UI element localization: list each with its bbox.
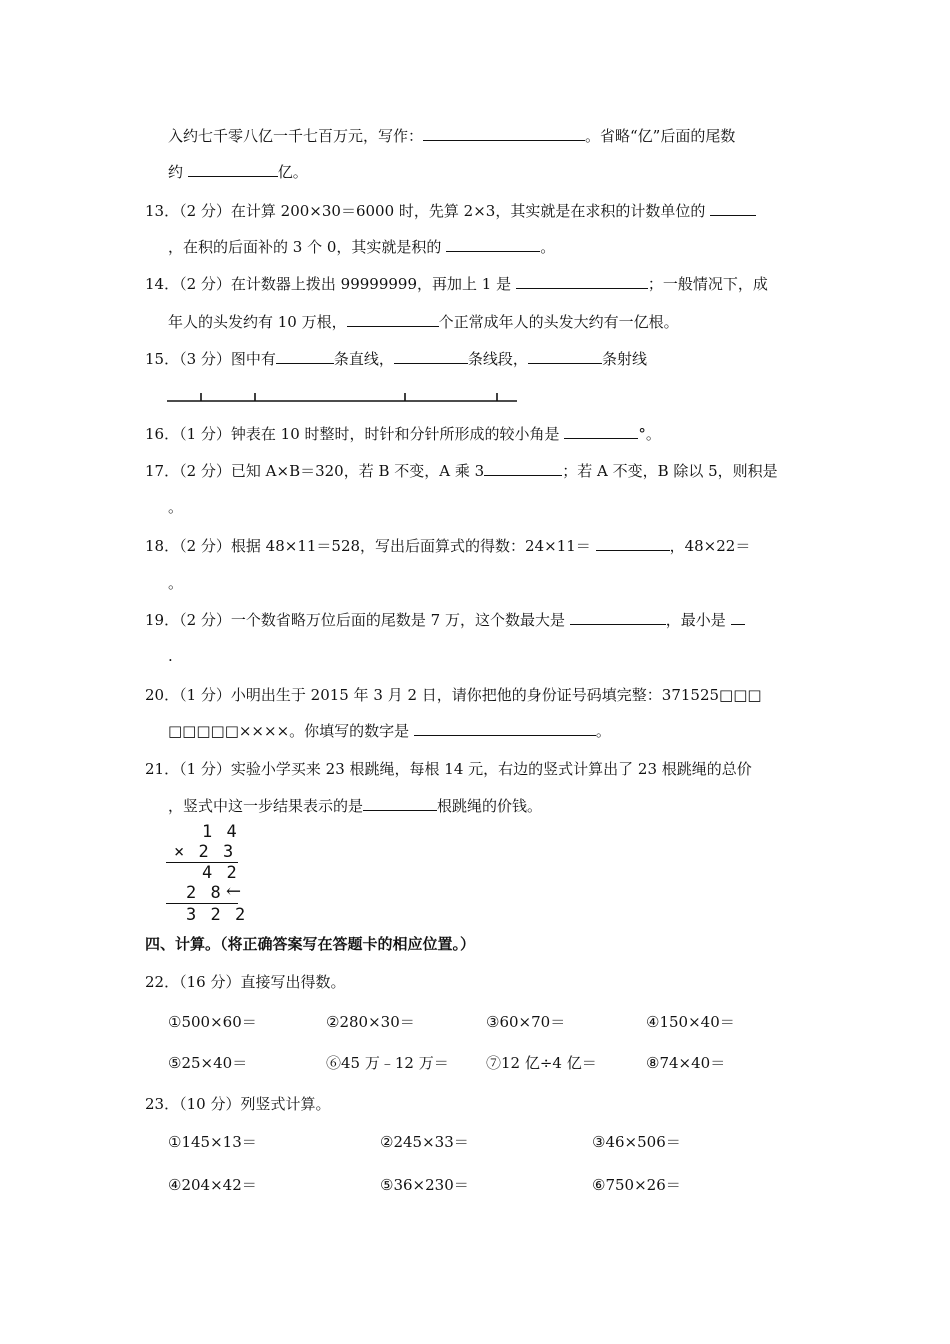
q12-line2: 约 亿。 bbox=[168, 163, 308, 181]
calc-item: ①500×60＝ bbox=[168, 1013, 257, 1031]
line-figure bbox=[165, 386, 525, 406]
calc-item: ⑤25×40＝ bbox=[168, 1054, 248, 1072]
answer-blank[interactable] bbox=[414, 721, 596, 736]
calc-item: ②245×33＝ bbox=[380, 1133, 469, 1151]
answer-blank[interactable] bbox=[394, 349, 468, 364]
arrow-left-icon: ← bbox=[226, 881, 242, 902]
product: 3 2 2 bbox=[186, 905, 248, 925]
question-18: 18．（2 分）根据 48×11＝528，写出后面算式的得数：24×11＝ ，48×22＝ bbox=[145, 537, 751, 555]
calc-item: ②280×30＝ bbox=[326, 1013, 415, 1031]
question-21-line2: ，竖式中这一步结果表示的是 根跳绳的价钱。 bbox=[168, 797, 543, 815]
question-22: 22．（16 分）直接写出得数。 bbox=[145, 973, 346, 991]
question-16: 16．（1 分）钟表在 10 时整时，时针和分针所形成的较小角是 °。 bbox=[145, 425, 661, 443]
answer-blank[interactable] bbox=[276, 349, 334, 364]
calc-item: ③46×506＝ bbox=[592, 1133, 681, 1151]
answer-blank[interactable] bbox=[516, 274, 648, 289]
calc-item: ⑥45 万﹣12 万＝ bbox=[326, 1054, 449, 1072]
answer-blank[interactable] bbox=[596, 536, 670, 551]
question-13: 13．（2 分）在计算 200×30＝6000 时，先算 2×3，其实就是在求积的计数单位的 bbox=[145, 201, 756, 221]
partial-product-1: 4 2 bbox=[202, 863, 239, 883]
question-21: 21．（1 分）实验小学买来 23 根跳绳，每根 14 元，右边的竖式计算出了 23 根跳绳的总价 bbox=[145, 760, 752, 778]
calc-item: ④150×40＝ bbox=[646, 1013, 735, 1031]
answer-blank[interactable] bbox=[188, 162, 278, 177]
calc-item: ③60×70＝ bbox=[486, 1013, 566, 1031]
answer-blank[interactable] bbox=[484, 461, 562, 476]
question-20-line2: □□□□□××××。你填写的数字是 。 bbox=[168, 722, 611, 740]
answer-blank[interactable] bbox=[347, 312, 439, 327]
question-19: 19．（2 分）一个数省略万位后面的尾数是 7 万，这个数最大是 ，最小是 bbox=[145, 610, 745, 630]
multiplier: × 2 3 bbox=[174, 842, 236, 862]
partial-product-2: 2 8 bbox=[186, 883, 223, 903]
answer-blank[interactable] bbox=[363, 796, 437, 811]
question-19-line2: . bbox=[168, 647, 173, 665]
calc-item: ①145×13＝ bbox=[168, 1133, 257, 1151]
calc-item: ⑤36×230＝ bbox=[380, 1176, 469, 1194]
question-18-line2: 。 bbox=[168, 574, 184, 592]
answer-blank[interactable] bbox=[570, 610, 666, 625]
q12-line1: 入约七千零八亿一千七百万元，写作： 。省略“亿”后面的尾数 bbox=[168, 127, 736, 145]
calc-item: ⑥750×26＝ bbox=[592, 1176, 681, 1194]
answer-blank[interactable] bbox=[564, 424, 638, 439]
answer-blank[interactable] bbox=[710, 201, 756, 216]
question-20: 20．（1 分）小明出生于 2015 年 3 月 2 日，请你把他的身份证号码填完整：371525□□□ bbox=[145, 686, 762, 704]
rule bbox=[166, 903, 238, 904]
question-14: 14．（2 分）在计数器上拨出 99999999，再加上 1 是 ；一般情况下，成 bbox=[145, 275, 768, 293]
question-17-line2: 。 bbox=[168, 498, 184, 516]
question-13-line2: ，在积的后面补的 3 个 0，其实就是积的 。 bbox=[168, 238, 556, 256]
answer-blank[interactable] bbox=[446, 237, 540, 252]
answer-blank[interactable] bbox=[528, 349, 602, 364]
question-14-line2: 年人的头发约有 10 万根， 个正常成年人的头发大约有一亿根。 bbox=[168, 313, 679, 331]
question-17: 17．（2 分）已知 A×B＝320，若 B 不变，A 乘 3 ；若 A 不变，B 除以 5，则积是 bbox=[145, 462, 778, 480]
section-title: 四、计算。（将正确答案写在答题卡的相应位置。） bbox=[145, 935, 476, 953]
calc-item: ⑦12 亿÷4 亿＝ bbox=[486, 1054, 597, 1072]
question-15: 15．（3 分）图中有 条直线， 条线段， 条射线 bbox=[145, 350, 647, 368]
answer-blank[interactable] bbox=[423, 126, 585, 141]
answer-blank[interactable] bbox=[731, 610, 745, 625]
question-23: 23．（10 分）列竖式计算。 bbox=[145, 1095, 331, 1113]
multiplicand: 1 4 bbox=[202, 822, 239, 842]
calc-item: ④204×42＝ bbox=[168, 1176, 257, 1194]
calc-item: ⑧74×40＝ bbox=[646, 1054, 726, 1072]
